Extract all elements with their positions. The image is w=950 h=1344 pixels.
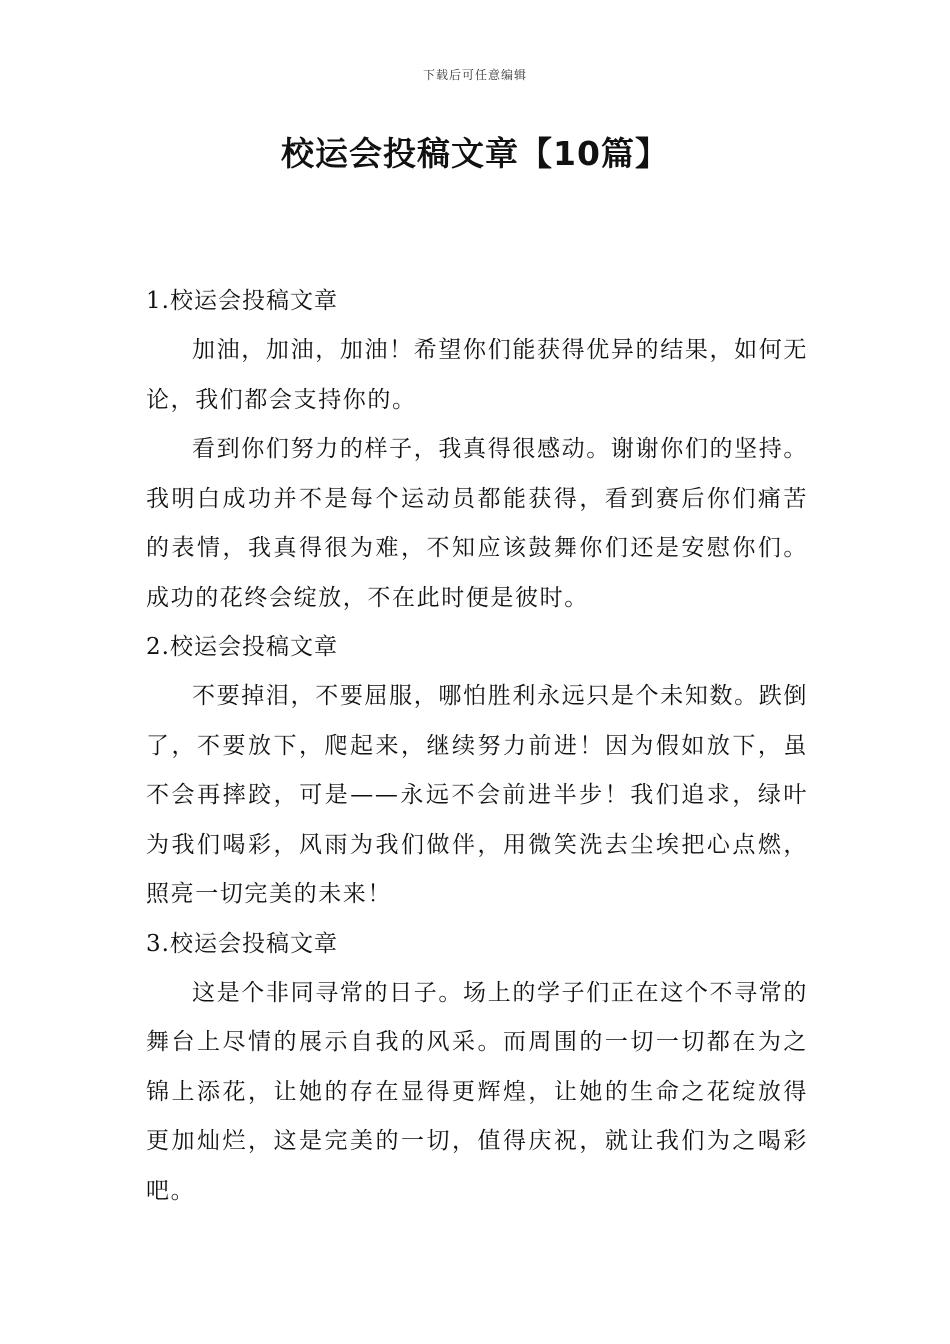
section-3 [146, 920, 808, 1217]
paragraph: 看到你们努力的样子，我真得很感动。谢谢你们的坚持。我明白成功并不是每个运动员都能获得，看到赛后你们痛苦的表情，我真得很为难，不知应该鼓舞你们还是安慰你们。成功的花终会绽放，不在此时便是彼时。 [146, 436, 808, 611]
section-2 [146, 623, 808, 920]
header-note: 下载后可任意编辑 [422, 68, 527, 82]
paragraph: 加油，加油，加油！希望你们能获得优异的结果，如何无论，我们都会支持你的。 [146, 337, 808, 413]
document-title: 校运会投稿文章【10篇】 [281, 134, 669, 173]
section-heading: 3.校运会投稿文章 [146, 930, 338, 957]
paragraph: 不要掉泪，不要屈服，哪怕胜利永远只是个未知数。跌倒了，不要放下，爬起来，继续努力前进！因为假如放下，虽不会再摔跤，可是——永远不会前进半步！我们追求，绿叶为我们喝彩，风雨为我们做伴，用微笑洗去尘埃把心点燃，照亮一切完美的未来！ [146, 683, 808, 907]
section-heading: 2.校运会投稿文章 [146, 634, 338, 660]
section-1 [146, 277, 808, 623]
section-heading: 1.校运会投稿文章 [146, 288, 338, 314]
document-body [146, 277, 808, 1216]
paragraph: 这是个非同寻常的日子。场上的学子们正在这个不寻常的舞台上尽情的展示自我的风采。而周围的一切一切都在为之锦上添花，让她的存在显得更辉煌，让她的生命之花绽放得更加灿烂，这是完美的一切，值得庆祝，就让我们为之喝彩吧。 [146, 979, 808, 1204]
